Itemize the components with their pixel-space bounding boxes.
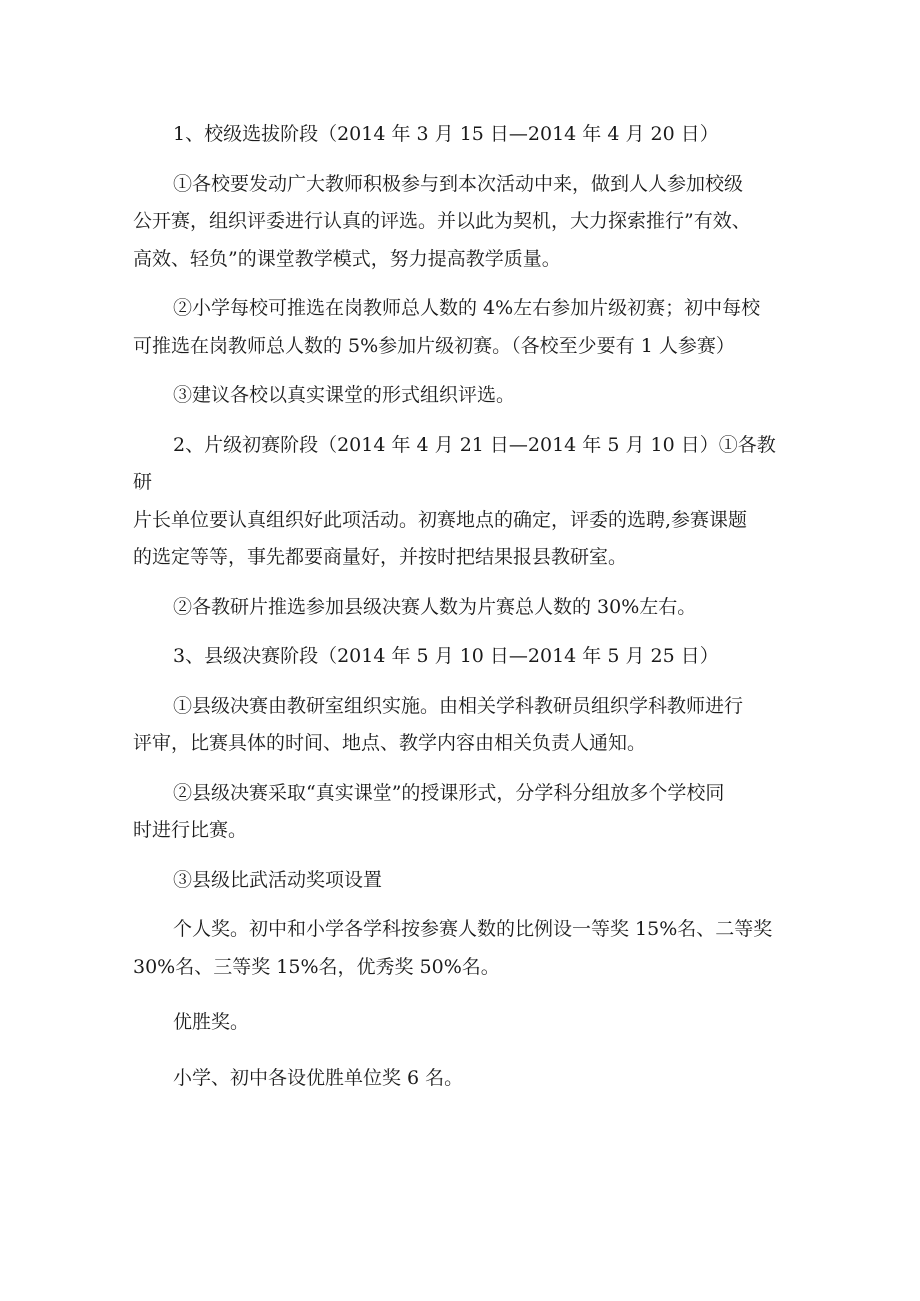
paragraph-school-stage-item-3: ③建议各校以真实课堂的形式组织评选。 <box>173 384 516 406</box>
paragraph-county-stage-item-3: ③县级比武活动奖项设置 <box>173 868 383 891</box>
section-heading-district-stage: 2、片级初赛阶段（2014 年 4 月 21 日—2014 年 5 月 10 日）①各教研 片长单位要认真组织好此项活动。初赛地点的确定，评委的选聘,参赛课题 的选定等等，事先都要商量好，并按时把结果报县教研室。 <box>133 433 776 568</box>
paragraph-unit-award: 小学、初中各设优胜单位奖 6 名。 <box>173 1066 464 1089</box>
paragraph-county-stage-item-1: ①县级决赛由教研室组织实施。由相关学科教研员组织学科教师进行 评审，比赛具体的时间、地点、教学内容由相关负责人通知。 <box>133 694 744 754</box>
section-heading-county-stage: 3、县级决赛阶段（2014 年 5 月 10 日—2014 年 5 月 25 日） <box>173 645 719 667</box>
document-body <box>133 116 793 1097</box>
paragraph-district-stage-item-2: ②各教研片推选参加县级决赛人数为片赛总人数的 30%左右。 <box>173 595 697 618</box>
paragraph-individual-award: 个人奖。初中和小学各学科按参赛人数的比例设一等奖 15%名、二等奖 30%名、三等奖 15%名，优秀奖 50%名。 <box>133 918 773 978</box>
section-heading-school-stage: 1、校级选拔阶段（2014 年 3 月 15 日—2014 年 4 月 20 日） <box>173 123 719 145</box>
paragraph-school-stage-item-2: ②小学每校可推选在岗教师总人数的 4%左右参加片级初赛；初中每校 可推选在岗教师总人数的 5%参加片级初赛。（各校至少要有 1 人参赛） <box>133 297 761 357</box>
paragraph-school-stage-item-1: ①各校要发动广大教师积极参与到本次活动中来，做到人人参加校级 公开赛，组织评委进行认真的评选。并以此为契机，大力探索推行”有效、 高效、轻负”的课堂教学模式，努力提高教学质量。 <box>133 172 751 270</box>
paragraph-county-stage-item-2: ②县级决赛采取“真实课堂”的授课形式，分学科分组放多个学校同 时进行比赛。 <box>133 781 725 841</box>
paragraph-excellence-award: 优胜奖。 <box>173 1011 250 1033</box>
